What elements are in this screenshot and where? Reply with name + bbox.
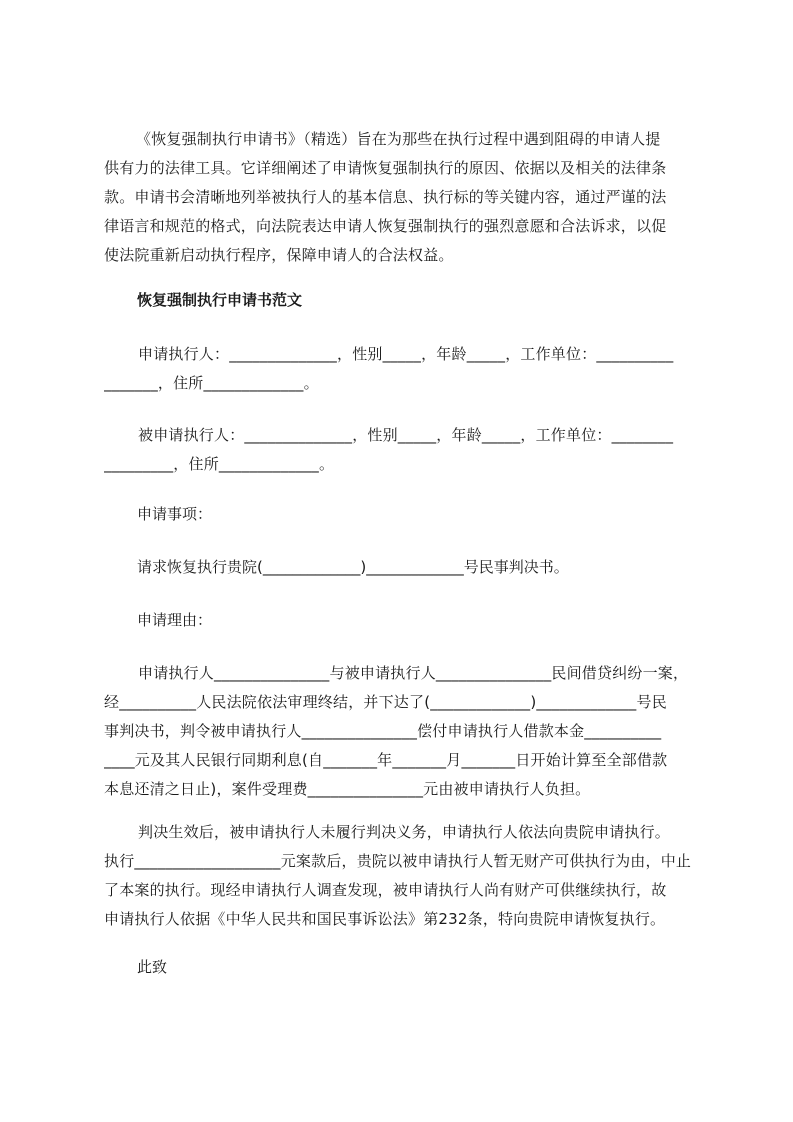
reasons-line: 经__________人民法院依法审理终结，并下达了(_____________)_____________号民 xyxy=(104,693,667,711)
intro-line: 使法院重新启动执行程序，保障申请人的合法权益。 xyxy=(104,246,454,264)
reasons-line: 事判决书，判令被申请执行人_______________偿付申请执行人借款本金__________ xyxy=(104,722,662,740)
respondent-line: 被申请执行人：______________，性别_____，年龄_____，工作单位：________ xyxy=(138,426,674,444)
intro-line: 《恢复强制执行申请书》（精选）旨在为那些在执行过程中遇到阻碍的申请人提 xyxy=(136,130,661,148)
respondent-paragraph xyxy=(104,421,704,479)
reasons-line: ____元及其人民银行同期利息(自_______年_______月_______日开始计算至全部借款 xyxy=(104,751,668,769)
closing-text: 此致 xyxy=(137,958,168,976)
after-judgment-line: 执行___________________元案款后，贵院以被申请执行人暂无财产可供执行为由，中止 xyxy=(104,852,692,870)
reasons-line: 申请执行人_______________与被申请执行人_______________民间借贷纠纷一案， xyxy=(138,664,689,682)
applicant-line: 申请执行人：______________，性别_____，年龄_____，工作单位：__________ xyxy=(138,345,674,363)
reasons-line: 本息还清之日止)，案件受理费_______________元由被申请执行人负担。 xyxy=(104,780,591,798)
after-judgment-line: 判决生效后，被申请执行人未履行判决义务，申请执行人依法向贵院申请执行。 xyxy=(138,823,671,841)
after-judgment-line: 申请执行人依据《中华人民共和国民事诉讼法》第232条，特向贵院申请恢复执行。 xyxy=(104,910,666,928)
intro-line: 款。申请书会清晰地列举被执行人的基本信息、执行标的等关键内容，通过严谨的法 xyxy=(104,188,667,206)
after-judgment-line: 了本案的执行。现经申请执行人调查发现，被申请执行人尚有财产可供继续执行，故 xyxy=(104,881,667,899)
section-title: 恢复强制执行申请书范文 xyxy=(137,291,303,309)
intro-line: 律语言和规范的格式，向法院表达申请人恢复强制执行的强烈意愿和合法诉求，以促 xyxy=(104,217,667,235)
request-text: 请求恢复执行贵院(_____________)_____________号民事判决书。 xyxy=(137,558,569,576)
reasons-label: 申请理由： xyxy=(137,611,213,629)
intro-paragraph xyxy=(104,125,704,270)
reasons-paragraph xyxy=(104,659,704,804)
matters-label: 申请事项： xyxy=(137,505,213,523)
respondent-line: _________，住所_____________。 xyxy=(104,455,335,473)
applicant-paragraph xyxy=(104,340,704,398)
after-judgment-paragraph xyxy=(104,818,704,934)
applicant-line: _______，住所_____________。 xyxy=(104,374,319,392)
intro-line: 供有力的法律工具。它详细阐述了申请恢复强制执行的原因、依据以及相关的法律条 xyxy=(104,159,667,177)
